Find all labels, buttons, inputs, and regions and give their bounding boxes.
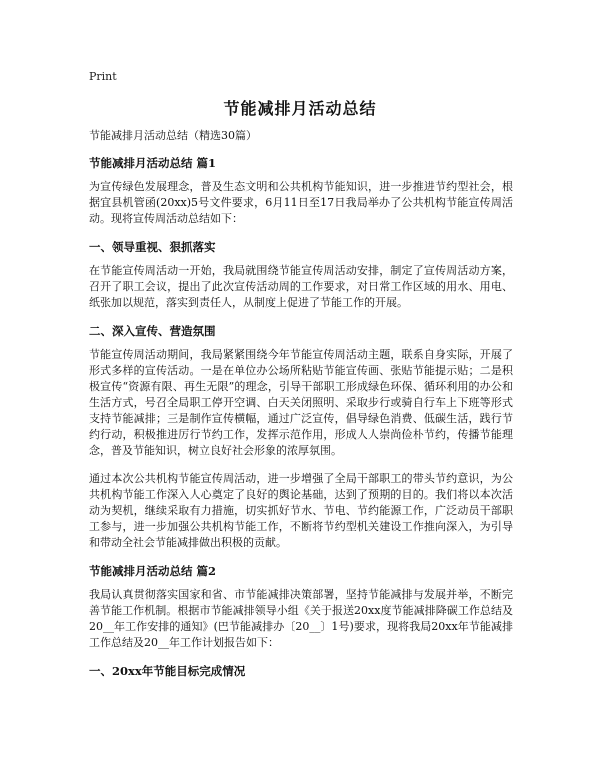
article-1-section-2-text-2: 通过本次公共机构节能宣传周活动，进一步增强了全局干部职工的带头节约意识，为公共机构节能工作深入人心奠定了良好的舆论基础，达到了预期的目的。我们将以本次活动为契机，继续采取有力措施，切实抓好节水、节电、节约能源工作，广泛动员干部职工参与，进一步加强公共机构节能工作，不断将节约型机关建设工作推向深入，为引导和带动全社会节能减排做出积极的贡献。 [89,472,513,549]
article-1-section-2-text: 节能宣传周活动期间，我局紧紧围绕今年节能宣传周活动主题，联系自身实际，开展了形式多样的宣传活动。一是在单位办公场所粘贴节能宣传画、张贴节能提示贴；二是积极宣传“资源有限、再生无限”的理念，引导干部职工形成绿色环保、循环利用的办公和生活方式，号召全局职工停开空调、白天关闭照明、采取步行或骑自行车上下班等形式支持节能减排；三是制作宣传横幅，通过广泛宣传，倡导绿色消费、低碳生活，践行节约行动，积极推进厉行节约工作，发挥示范作用，形成人人崇尚俭朴节约，传播节能理念，普及节能知识，树立良好社会形象的浓厚氛围。 [89,348,513,457]
article-2-section-1-heading: 一、20xx年节能目标完成情况 [89,664,246,678]
article-2-heading: 节能减排月活动总结 篇2 [89,564,217,578]
document-title: 节能减排月活动总结 [223,99,377,118]
article-1-intro: 为宣传绿色发展理念，普及生态文明和公共机构节能知识，进一步推进节约型社会，根据宜县机管函(20xx)5号文件要求，6月11日至17日我局举办了公共机构节能宣传周活动。现将宣传周活动总结如下： [89,180,513,225]
article-1-section-1-heading: 一、领导重视、狠抓落实 [89,240,216,254]
article-1-section-2-heading: 二、深入宣传、营造氛围 [89,324,216,338]
print-label: Print [89,70,117,83]
article-2-intro: 我局认真贯彻落实国家和省、市节能减排决策部署，坚持节能减排与发展并举，不断完善节能工作机制。根据市节能减排领导小组《关于报送20xx度节能减排降碳工作总结及20__年工作安排的通知》(巴节能减排办〔20__〕1号)要求，现将我局20xx年节能减排工作总结及20__年工作计划报告如下： [89,588,513,649]
article-1-heading: 节能减排月活动总结 篇1 [89,156,217,170]
article-1-section-1-text: 在节能宣传周活动一开始，我局就围绕节能宣传周活动安排，制定了宣传周活动方案，召开了职工会议，提出了此次宣传活动周的工作要求，对日常工作区域的用水、用电、纸张加以规范，落实到责任人，从制度上促进了节能工作的开展。 [89,264,513,309]
document-body [89,128,513,687]
document-subtitle: 节能减排月活动总结（精选30篇） [89,129,257,142]
